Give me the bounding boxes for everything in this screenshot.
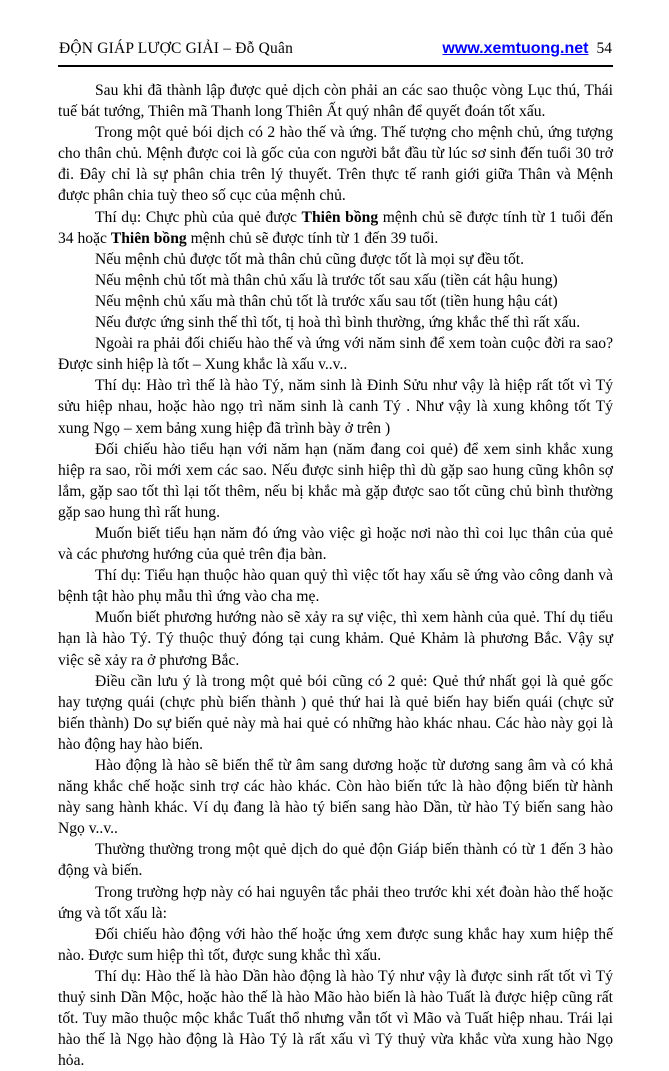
paragraph: Muốn biết tiểu hạn năm đó ứng vào việc gì hoặc nơi nào thì coi lục thân của quẻ và các phương hướng của quẻ trên địa bàn. bbox=[58, 524, 613, 564]
paragraph: Nếu mệnh chủ được tốt mà thân chủ cũng được tốt là mọi sự đều tốt. bbox=[95, 250, 525, 268]
header-right bbox=[442, 40, 612, 58]
paragraph: Nếu được ứng sinh thế thì tốt, tị hoà thì bình thường, ứng khắc thế thì rất xấu. bbox=[95, 314, 581, 332]
paragraph: Điều cần lưu ý là trong một quẻ bói cũng có 2 quẻ: Quẻ thứ nhất gọi là quẻ gốc hay tượng quái (chực phù biến thành ) quẻ thứ hai là quẻ biến hay biến quái (chực sử biến thành) Do sự biến quẻ này mà hai quẻ có những hào khác nhau. Các hào này gọi là hào động hay hào biến. bbox=[58, 672, 613, 753]
paragraph: Thí dụ: Hào trì thế là hào Tý, năm sinh là Đinh Sửu như vậy là hiệp rất tốt vì Tý sửu hiệp nhau, hoặc hào ngọ trì năm sinh là canh Tý . Như vậy là xung không tốt Tý xung Ngọ – xem bảng xung hiệp đã trình bày ở trên ) bbox=[58, 377, 613, 437]
paragraph: Trong trường hợp này có hai nguyên tắc phải theo trước khi xét đoàn hào thế hoặc ứng và tốt xấu là: bbox=[58, 883, 613, 922]
paragraph: Thường thường trong một quẻ dịch do quẻ độn Giáp biến thành có từ 1 đến 3 hào động và biến. bbox=[58, 841, 613, 880]
page-number: 54 bbox=[596, 40, 612, 57]
header-divider bbox=[58, 65, 613, 67]
paragraph: Đối chiếu hào tiểu hạn với năm hạn (năm đang coi quẻ) để xem sinh khắc xung hiệp ra sao, rồi mới xem các sao. Nếu được sinh hiệp thì dù gặp sao hung cũng khôn sợ lắm, gặp sao tốt thì lại tốt thêm, nếu bị khắc mà gặp được sao tốt cũng chủ bình thường gặp sao hung thì rất hung. bbox=[58, 440, 613, 521]
paragraph: Thí dụ: Hào thế là hào Dần hào động là hào Tý như vậy là được sinh rất tốt vì Tý thuỷ sinh Dần Mộc, hoặc hào thế là hào Mão hào biến là hào Tuất là được hiệp cũng rất tốt. Tuy mão thuộc mộc khắc Tuất thổ nhưng vẫn tốt vì Mão và Tuất hiệp nhau. Trái lại hào thế là Ngọ hào động là Hào Tý là rất xấu vì Tý thuỷ vừa khắc vừa xung hào Ngọ hỏa. bbox=[58, 967, 613, 1070]
paragraph: Ngoài ra phải đối chiếu hào thế và ứng với năm sinh để xem toàn cuộc đời ra sao? Được sinh hiệp là tốt – Xung khắc là xấu v..v.. bbox=[58, 335, 613, 374]
header-title: ĐỘN GIÁP LƯỢC GIẢI – Đỗ Quân bbox=[59, 40, 294, 57]
paragraph: Nếu mệnh chủ xấu mà thân chủ tốt là trước xấu sau tốt (tiền hung hậu cát) bbox=[95, 292, 558, 310]
paragraph: Đối chiếu hào động với hào thế hoặc ứng xem được sung khắc hay xum hiệp thế nào. Được sum hiệp thì tốt, được sung khắc thì xấu. bbox=[58, 925, 613, 964]
document-body bbox=[58, 80, 613, 1071]
website-link[interactable]: www.xemtuong.net bbox=[442, 40, 589, 57]
paragraph: Hào động là hào sẽ biến thể từ âm sang dương hoặc từ dương sang âm và có khả năng khắc chế hoặc sinh trợ các hào khác. Còn hào biến tức là hào động biến từ hành này sang hành khác. Ví dụ đang là hào tý biến sang hào Dần, từ hào Tý biến sang hào Ngọ v..v.. bbox=[58, 757, 613, 838]
page-header bbox=[58, 40, 613, 58]
paragraph: Trong một quẻ bói dịch có 2 hào thế và ứng. Thế tượng cho mệnh chủ, ứng tượng cho thân chủ. Mệnh được coi là gốc của con người bắt đầu từ lúc sơ sinh đến tuổi 30 trở đi. Đây chỉ là sự phân chia trên lý thuyết. Trên thực tế ranh giới giữa Thân và Mệnh được phân chia tuỳ theo số cục của mệnh chủ. bbox=[58, 124, 613, 205]
paragraph: Nếu mệnh chủ tốt mà thân chủ xấu là trước tốt sau xấu (tiền cát hậu hung) bbox=[95, 271, 558, 289]
paragraph: Thí dụ: Chực phù của quẻ được Thiên bồng mệnh chủ sẽ được tính từ 1 tuổi đến 34 hoặc Thiên bồng mệnh chủ sẽ được tính từ 1 đến 39 tuổi. bbox=[58, 208, 613, 247]
paragraph: Thí dụ: Tiểu hạn thuộc hào quan quỷ thì việc tốt hay xấu sẽ ứng vào công danh và bệnh tật hào phụ mẫu thì ứng vào cha mẹ. bbox=[58, 567, 613, 606]
paragraph: Muốn biết phương hướng nào sẽ xảy ra sự việc, thì xem hành của quẻ. Thí dụ tiểu hạn là hào Tý. Tý thuộc thuỷ đóng tại cung khảm. Quẻ Khảm là phương Bắc. Vậy sự việc sẽ xảy ra ở phương Bắc. bbox=[58, 609, 613, 669]
paragraph: Sau khi đã thành lập được quẻ dịch còn phải an các sao thuộc vòng Lục thú, Thái tuế bát tướng, Thiên mã Thanh long Thiên Ất quý nhân để quyết đoán tốt xấu. bbox=[58, 82, 613, 121]
